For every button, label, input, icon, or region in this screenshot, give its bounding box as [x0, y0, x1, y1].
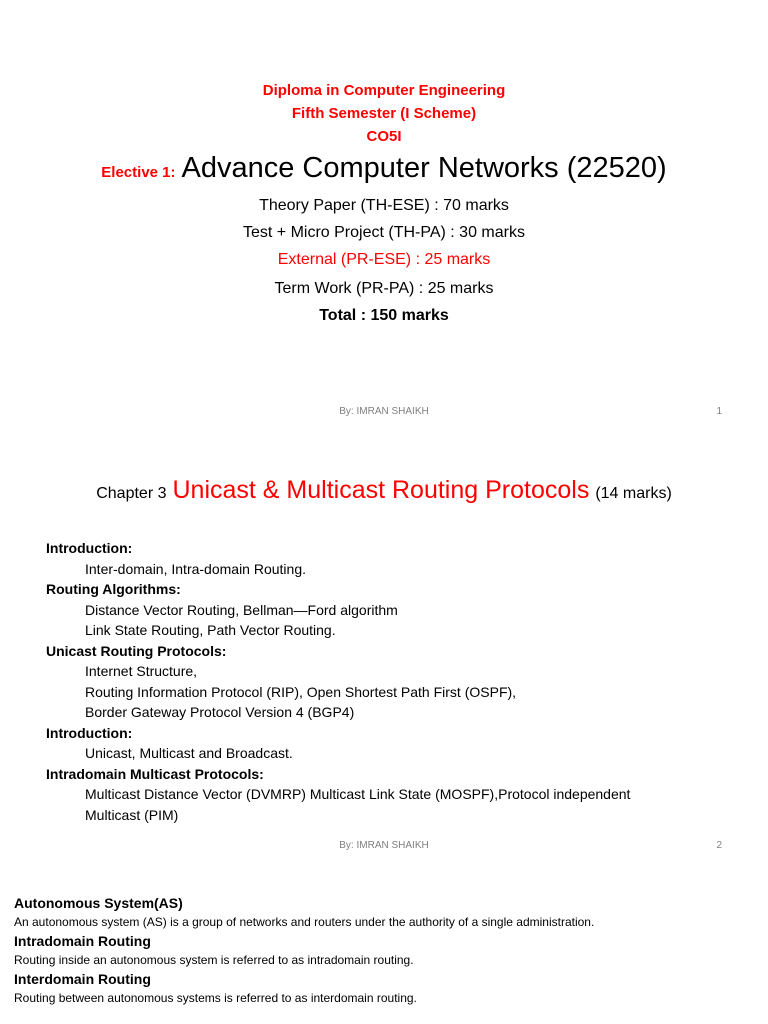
outline-item: Routing Information Protocol (RIP), Open Shortest Path First (OSPF), — [85, 683, 517, 700]
outline-item: Link State Routing, Path Vector Routing. — [85, 622, 336, 638]
outline-item: Internet Structure, — [85, 663, 198, 679]
outline-heading: Introduction: — [46, 724, 133, 741]
outline-heading: Intradomain Multicast Protocols: — [46, 765, 264, 782]
course-code: CO5I — [366, 128, 402, 145]
marks-external: External (PR-ESE) : 25 marks — [277, 251, 491, 268]
slide-3 — [0, 868, 768, 1024]
course-title-row — [0, 152, 768, 185]
footer-author: By: IMRAN SHAIKH — [339, 406, 429, 417]
footer-author: By: IMRAN SHAIKH — [339, 840, 429, 851]
outline-item: Inter-domain, Intra-domain Routing. — [85, 560, 306, 577]
outline-heading: Unicast Routing Protocols: — [46, 642, 227, 659]
program-title: Diploma in Computer Engineering — [262, 82, 506, 99]
chapter-title: Unicast & Multicast Routing Protocols — [172, 476, 590, 504]
chapter-title-row — [0, 476, 768, 505]
slide-2 — [0, 440, 768, 860]
marks-total: Total : 150 marks — [319, 307, 449, 324]
marks-test: Test + Micro Project (TH-PA) : 30 marks — [243, 224, 525, 241]
outline-item: Multicast (PIM) — [85, 806, 179, 823]
chapter-marks: (14 marks) — [595, 485, 672, 502]
definition-term: Interdomain Routing — [14, 971, 151, 987]
definition-text: Routing inside an autonomous system is referred to as intradomain routing. — [14, 953, 414, 967]
course-title: Advance Computer Networks (22520) — [181, 152, 667, 184]
definition-term: Intradomain Routing — [14, 933, 151, 949]
outline-item: Border Gateway Protocol Version 4 (BGP4) — [85, 704, 355, 720]
definitions-list — [14, 894, 754, 1008]
marks-termwork: Term Work (PR-PA) : 25 marks — [274, 280, 494, 297]
marks-theory: Theory Paper (TH-ESE) : 70 marks — [259, 197, 509, 214]
outline-heading: Introduction: — [46, 540, 133, 556]
elective-label: Elective 1: — [101, 164, 176, 181]
outline-item: Unicast, Multicast and Broadcast. — [85, 745, 293, 761]
page-number: 2 — [716, 840, 722, 851]
outline-item: Multicast Distance Vector (DVMRP) Multicast Link State (MOSPF),Protocol independent — [85, 786, 631, 802]
semester-title: Fifth Semester (I Scheme) — [291, 105, 477, 122]
chapter-label: Chapter 3 — [96, 485, 167, 502]
outline-item: Distance Vector Routing, Bellman—Ford algorithm — [85, 601, 398, 618]
chapter-outline — [46, 538, 746, 825]
definition-text: An autonomous system (AS) is a group of networks and routers under the authority of a single administration. — [14, 915, 595, 929]
definition-term: Autonomous System(AS) — [14, 895, 183, 911]
outline-heading: Routing Algorithms: — [46, 581, 181, 597]
slide-1 — [0, 0, 768, 430]
page-number: 1 — [716, 406, 722, 417]
definition-text: Routing between autonomous systems is referred to as interdomain routing. — [14, 991, 417, 1005]
